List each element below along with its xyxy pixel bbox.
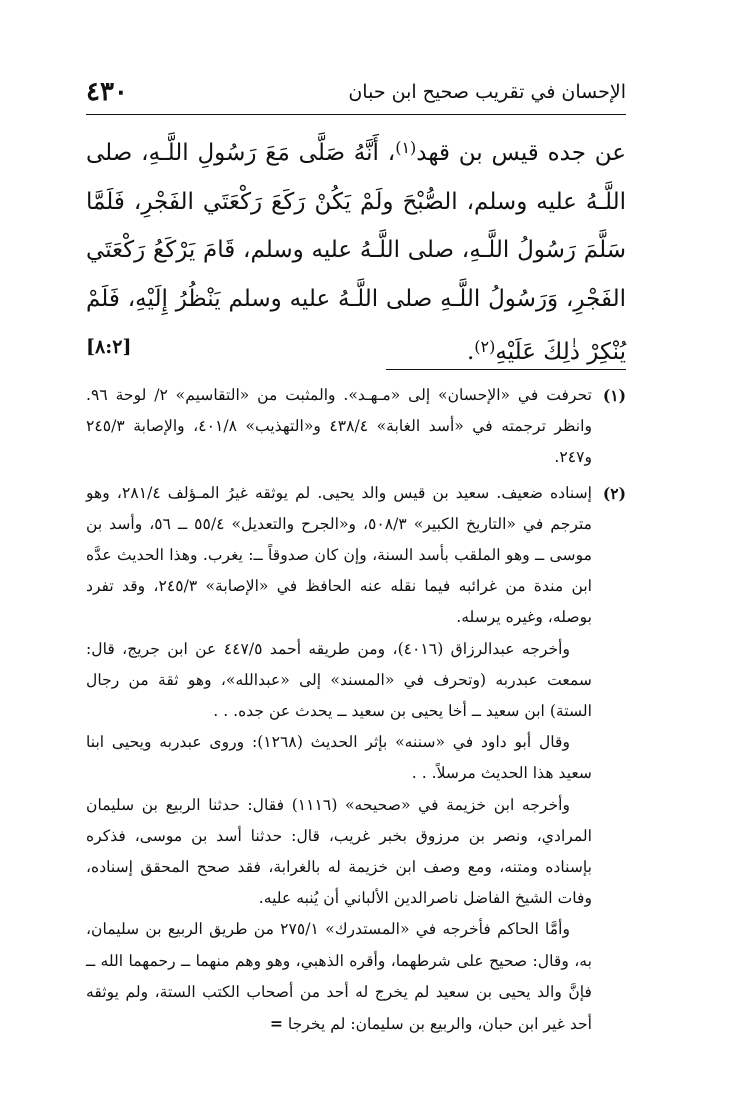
footnote-paragraph: تحرفت في «الإحسان» إلى «مـهـد». والمثبت من «التقاسيم» ٢/ لوحة ٩٦. وانظر ترجمته في «أسد الغابة» ٤٣٨/٤ و«التهذيب» ٤٠١/٨، والإصابة ٢٤٥/٣ و٢٤٧. xyxy=(86,386,592,467)
footnote-paragraph: وأخرجه ابن خزيمة في «صحيحه» (١١١٦) فقال: حدثنا الربيع بن سليمان المرادي، ونصر بن مرزوق بخبر غريب، قال: حدثنا أسد بن موسى، فذكره بإسناده ومتنه، ومع وصف ابن خزيمة له بالغرابة، فقد صحح المحقق إسناده، وفات الشيخ الفاضل ناصرالدين الألباني أن يُنبه عليه. xyxy=(86,795,592,908)
hadith-body: ، أَنَّهُ صَلَّى مَعَ رَسُولِ اللَّـهِ، صلى اللَّـهُ عليه وسلم، الصُّبْحَ ولَمْ يَكُنْ رَكَعَ رَكْعَتَي الفَجْرِ، فَلَمَّا سَلَّمَ رَسُولُ اللَّـهِ، صلى اللَّـهُ عليه وسلم، قَامَ يَرْكَعُ رَكْعَتَي الفَجْرِ، وَرَسُولُ اللَّـهِ صلى اللَّـهُ عليه وسلم يَنْظُرُ إِلَيْهِ، فَلَمْ يُنْكِرْ ذٰلِكَ عَلَيْهِ xyxy=(86,140,626,365)
footnote-number: (١) xyxy=(602,386,626,405)
footnote-2 xyxy=(86,478,626,1041)
page-header xyxy=(86,74,626,110)
footnote-number: (٢) xyxy=(602,483,626,503)
hadith-end: . xyxy=(466,339,475,365)
reference-tag: [٨:٢] xyxy=(86,336,132,358)
page-number: ٤٣٠ xyxy=(86,77,128,107)
footnote-body xyxy=(86,478,592,1041)
footnote-paragraph: إسناده ضعيف. سعيد بن قيس والد يحيى. لم يوثقه غيرُ المـؤلف ٢٨١/٤، وهو مترجم في «التاريخ الكبير» ٥٠٨/٣، و«الجرح والتعديل» ٥٥/٤ ــ ٥٦، وأسد بن موسى ــ وهو الملقب بأسد السنة، وإن كان صدوقاً ــ: يغرب. وهذا الحديث عدَّه ابن مندة من غرائبه فيما نقله عنه الحافظ في «الإصابة» ٢٤٥/٣، وقد تفرد بوصله، وغيره يرسله. xyxy=(86,483,593,627)
footnote-ref-1: (١) xyxy=(395,138,417,157)
running-title: الإحسان في تقريب صحيح ابن حبان xyxy=(348,81,626,103)
footnotes xyxy=(86,380,626,1040)
footnote-body xyxy=(86,380,592,474)
footnote-ref-2: (٢) xyxy=(474,337,496,356)
footnote-paragraph-text: وأمَّا الحاكم فأخرجه في «المستدرك» ٢٧٥/١ من طريق الربيع بن سليمان، به، وقال: صحيح على شرطهما، وأقره الذهبي، وهو وهم منهما ــ رحمهما الله ــ فإنَّ والد يحيى بن سعيد لم يخرج له أحد من أصحاب الكتب الستة، ولم يوثقه أحد غير ابن حبان، والربيع بن سليمان: لم يخرجا xyxy=(86,920,592,1034)
footnote-paragraph: وأخرجه عبدالرزاق (٤٠١٦)، ومن طريقه أحمد ٤٤٧/٥ عن ابن جريج، قال: سمعت عبدربه (وتحرف في «المسند» إلى «عبدالله»، وهو ثقة من رجال الستة) ابن سعيد ــ أخا يحيى بن سعيد ــ يحدث عن جده. . . xyxy=(86,639,592,721)
continuation-mark: = xyxy=(269,1014,283,1034)
footnote-separator xyxy=(386,369,626,370)
hadith-body-start: عن جده قيس بن قهد xyxy=(416,140,627,166)
footnote-1 xyxy=(86,380,626,474)
footnote-paragraph: وقال أبو داود في «سننه» بإثر الحديث (١٢٦٨): وروى عبدربه ويحيى ابنا سعيد هذا الحديث مرسلاً. . . xyxy=(86,733,592,783)
hadith-text xyxy=(86,124,626,377)
header-rule xyxy=(86,114,626,115)
footnote-paragraph-last xyxy=(86,914,592,1040)
